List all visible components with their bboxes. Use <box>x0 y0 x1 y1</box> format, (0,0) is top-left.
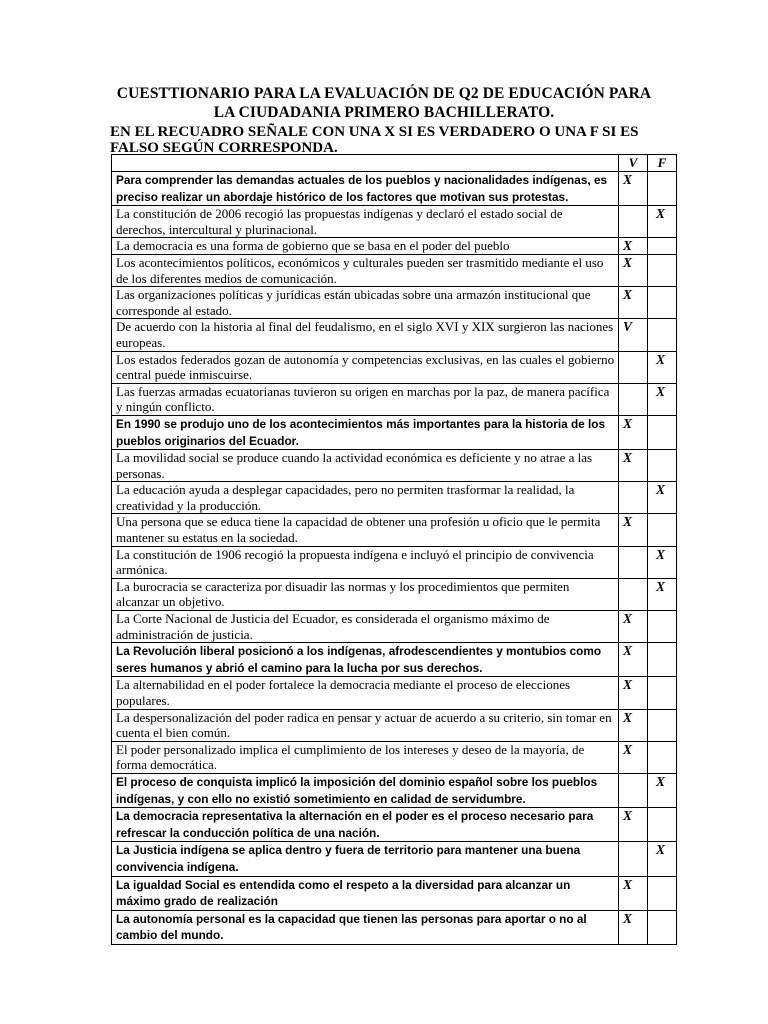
false-answer-cell[interactable]: X <box>648 383 677 415</box>
question-text: La igualdad Social es entendida como el respeto a la diversidad para alcanzar un máximo grado de realización <box>112 876 619 910</box>
document-title <box>90 84 678 122</box>
header-true: V <box>619 155 648 172</box>
table-row <box>112 238 677 255</box>
table-row <box>112 741 677 773</box>
false-answer-cell[interactable]: X <box>648 351 677 383</box>
table-row <box>112 842 677 876</box>
question-text: El poder personalizado implica el cumplimiento de los intereses y deseo de la mayoría, de forma democrática. <box>112 741 619 773</box>
table-row <box>112 578 677 610</box>
question-text: Las fuerzas armadas ecuatorianas tuvieron su origen en marchas por la paz, de manera pacífica y ningún conflicto. <box>112 383 619 415</box>
true-answer-cell[interactable]: X <box>619 172 648 206</box>
table-row <box>112 450 677 482</box>
false-answer-cell[interactable]: X <box>648 482 677 514</box>
question-text: De acuerdo con la historia al final del feudalismo, en el siglo XVI y XIX surgieron las naciones europeas. <box>112 319 619 351</box>
false-answer-cell[interactable] <box>648 876 677 910</box>
true-answer-cell[interactable]: X <box>619 643 648 677</box>
true-answer-cell[interactable]: X <box>619 611 648 643</box>
table-row <box>112 808 677 842</box>
true-answer-cell[interactable]: X <box>619 238 648 255</box>
instructions: EN EL RECUADRO SEÑALE CON UNA X SI ES VERDADERO O UNA F SI ES FALSO SEGÚN CORRESPONDA. <box>110 124 639 156</box>
title-line-2: LA CIUDADANIA PRIMERO BACHILLERATO. <box>213 104 555 121</box>
question-text: Una persona que se educa tiene la capacidad de obtener una profesión u oficio que le permita mantener su estatus en la sociedad. <box>112 514 619 546</box>
table-row <box>112 611 677 643</box>
false-answer-cell[interactable] <box>648 287 677 319</box>
true-answer-cell[interactable] <box>619 578 648 610</box>
question-text: La constitución de 1906 recogió la propuesta indígena e incluyó el principio de convivencia armónica. <box>112 546 619 578</box>
table-row <box>112 482 677 514</box>
false-answer-cell[interactable]: X <box>648 578 677 610</box>
header-false: F <box>648 155 677 172</box>
question-text: La despersonalización del poder radica en pensar y actuar de acuerdo a su criterio, sin tomar en cuenta el bien común. <box>112 709 619 741</box>
false-answer-cell[interactable] <box>648 808 677 842</box>
header-blank <box>112 155 619 172</box>
table-row <box>112 514 677 546</box>
table-row <box>112 383 677 415</box>
table-row <box>112 643 677 677</box>
table-row <box>112 319 677 351</box>
false-answer-cell[interactable]: X <box>648 546 677 578</box>
false-answer-cell[interactable] <box>648 254 677 286</box>
false-answer-cell[interactable] <box>648 450 677 482</box>
false-answer-cell[interactable] <box>648 611 677 643</box>
false-answer-cell[interactable] <box>648 910 677 944</box>
table-row <box>112 546 677 578</box>
true-answer-cell[interactable]: X <box>619 808 648 842</box>
table-row <box>112 709 677 741</box>
question-text: La educación ayuda a desplegar capacidades, pero no permiten trasformar la realidad, la creatividad y la producción. <box>112 482 619 514</box>
table-row <box>112 677 677 709</box>
title-line-1: CUESTTIONARIO PARA LA EVALUACIÓN DE Q2 DE EDUCACIÓN PARA <box>116 85 652 102</box>
question-text: En 1990 se produjo uno de los acontecimientos más importantes para la historia de los pueblos originarios del Ecuador. <box>112 415 619 449</box>
question-text: La movilidad social se produce cuando la actividad económica es deficiente y no atrae a las personas. <box>112 450 619 482</box>
question-text: La democracia representativa la alternación en el poder es el proceso necesario para refrescar la conducción política de una nación. <box>112 808 619 842</box>
false-answer-cell[interactable] <box>648 741 677 773</box>
question-text: La alternabilidad en el poder fortalece la democracia mediante el proceso de elecciones populares. <box>112 677 619 709</box>
false-answer-cell[interactable] <box>648 319 677 351</box>
question-text: Las organizaciones políticas y jurídicas están ubicadas sobre una armazón institucional que corresponde al estado. <box>112 287 619 319</box>
true-answer-cell[interactable]: X <box>619 514 648 546</box>
false-answer-cell[interactable] <box>648 172 677 206</box>
table-row <box>112 206 677 238</box>
table-row <box>112 172 677 206</box>
true-answer-cell[interactable]: V <box>619 319 648 351</box>
question-text: Los acontecimientos políticos, económicos y culturales pueden ser trasmitido mediante el uso de los diferentes medios de comunicación. <box>112 254 619 286</box>
true-answer-cell[interactable] <box>619 482 648 514</box>
question-text: La democracia es una forma de gobierno que se basa en el poder del pueblo <box>112 238 619 255</box>
question-text: La Revolución liberal posicionó a los indígenas, afrodescendientes y montubios como seres humanos y abrió el camino para la lucha por sus derechos. <box>112 643 619 677</box>
false-answer-cell[interactable] <box>648 415 677 449</box>
false-answer-cell[interactable] <box>648 677 677 709</box>
true-answer-cell[interactable]: X <box>619 677 648 709</box>
false-answer-cell[interactable] <box>648 514 677 546</box>
table-header-row <box>112 155 677 172</box>
false-answer-cell[interactable]: X <box>648 773 677 807</box>
question-text: Para comprender las demandas actuales de los pueblos y nacionalidades indígenas, es preciso realizar un abordaje histórico de los factores que motivan sus protestas. <box>112 172 619 206</box>
question-text: La autonomía personal es la capacidad que tienen las personas para aportar o no al cambio del mundo. <box>112 910 619 944</box>
question-text: Los estados federados gozan de autonomía y competencias exclusivas, en las cuales el gobierno central puede inmiscuirse. <box>112 351 619 383</box>
true-answer-cell[interactable]: X <box>619 287 648 319</box>
true-answer-cell[interactable] <box>619 842 648 876</box>
question-text: El proceso de conquista implicó la imposición del dominio español sobre los pueblos indígenas, y con ello no existió sometimiento en calidad de servidumbre. <box>112 773 619 807</box>
true-answer-cell[interactable] <box>619 383 648 415</box>
false-answer-cell[interactable] <box>648 709 677 741</box>
false-answer-cell[interactable]: X <box>648 842 677 876</box>
question-text: La constitución de 2006 recogió las propuestas indígenas y declaró el estado social de derechos, intercultural y plurinacional. <box>112 206 619 238</box>
true-answer-cell[interactable] <box>619 206 648 238</box>
table-row <box>112 876 677 910</box>
false-answer-cell[interactable] <box>648 238 677 255</box>
true-answer-cell[interactable] <box>619 546 648 578</box>
false-answer-cell[interactable]: X <box>648 206 677 238</box>
true-answer-cell[interactable] <box>619 351 648 383</box>
questionnaire-table <box>111 154 677 945</box>
true-answer-cell[interactable] <box>619 773 648 807</box>
table-row <box>112 415 677 449</box>
false-answer-cell[interactable] <box>648 643 677 677</box>
true-answer-cell[interactable]: X <box>619 876 648 910</box>
question-text: La Corte Nacional de Justicia del Ecuador, es considerada el organismo máximo de administración de justicia. <box>112 611 619 643</box>
table-row <box>112 910 677 944</box>
true-answer-cell[interactable]: X <box>619 741 648 773</box>
question-text: La Justicia indígena se aplica dentro y fuera de territorio para mantener una buena convivencia indígena. <box>112 842 619 876</box>
true-answer-cell[interactable]: X <box>619 709 648 741</box>
question-text: La burocracia se caracteriza por disuadir las normas y los procedimientos que permiten alcanzar un objetivo. <box>112 578 619 610</box>
true-answer-cell[interactable]: X <box>619 450 648 482</box>
table-row <box>112 773 677 807</box>
true-answer-cell[interactable]: X <box>619 254 648 286</box>
true-answer-cell[interactable]: X <box>619 415 648 449</box>
table-row <box>112 351 677 383</box>
true-answer-cell[interactable]: X <box>619 910 648 944</box>
table-row <box>112 287 677 319</box>
table-row <box>112 254 677 286</box>
